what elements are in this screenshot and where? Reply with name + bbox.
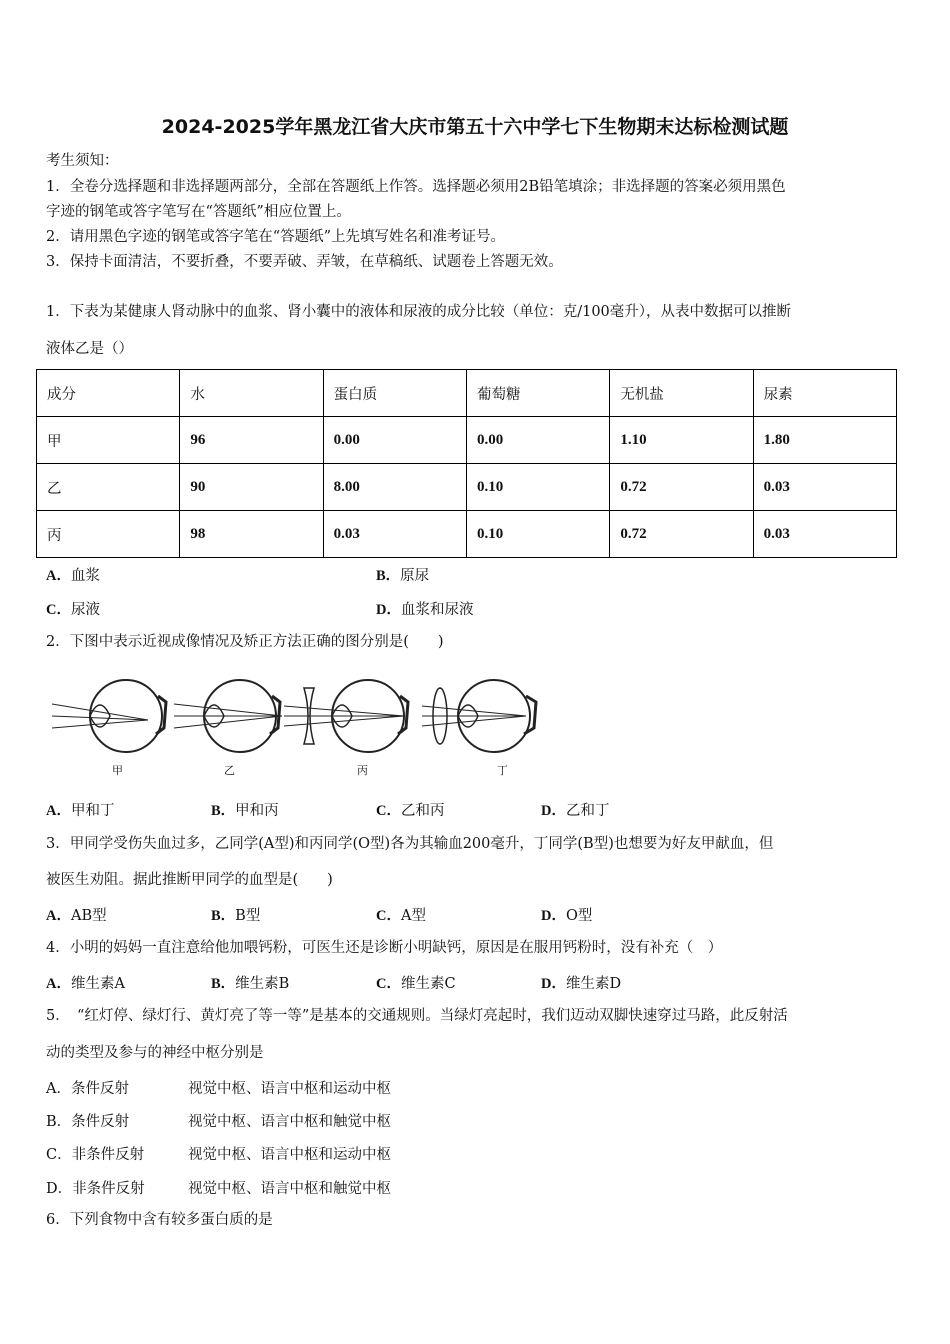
option-text: O型 [565, 908, 593, 924]
option-b-label: B．条件反射 [46, 1114, 130, 1130]
option-text: B型 [235, 908, 261, 924]
question-6-stem: 6．下列食物中含有较多蛋白质的是 [46, 1212, 273, 1228]
option-a [46, 972, 125, 993]
option-b [376, 564, 429, 585]
notice-line: 1．全卷分选择题和非选择题两部分，全部在答题纸上作答。选择题必须用2B铅笔填涂；非选择题的答案必须用黑色 [46, 179, 786, 195]
option-b [211, 972, 289, 993]
question-4-stem: 4．小明的妈妈一直注意给他加喂钙粉，可医生还是诊断小明缺钙，原因是在服用钙粉时，没有补充（ ） [46, 940, 723, 956]
option-text: 乙和丙 [400, 803, 445, 819]
table-cell: 1.10 [610, 417, 753, 464]
table-cell: 0.72 [610, 464, 753, 511]
table-cell: 0.03 [753, 511, 896, 558]
option-d-text: 视觉中枢、语言中枢和触觉中枢 [188, 1181, 391, 1197]
option-c-label: C．非条件反射 [46, 1147, 145, 1163]
option-d [541, 799, 609, 820]
eye-diagram-jia [52, 680, 166, 752]
option-letter: B． [211, 976, 236, 992]
option-c [46, 598, 100, 619]
eye-diagram-yi [174, 680, 282, 752]
option-letter: C． [46, 602, 71, 618]
option-letter: D． [541, 908, 566, 924]
option-c-text: 视觉中枢、语言中枢和运动中枢 [188, 1147, 391, 1163]
option-a [46, 904, 107, 925]
table-row [37, 464, 897, 511]
table-cell: 0.72 [610, 511, 753, 558]
diagram-caption: 丙 [357, 764, 368, 777]
table-cell: 0.03 [753, 464, 896, 511]
option-letter: B． [211, 908, 236, 924]
option-b-text: 视觉中枢、语言中枢和触觉中枢 [188, 1114, 391, 1130]
composition-table [36, 369, 897, 558]
option-a-label: A．条件反射 [46, 1081, 129, 1097]
table-cell: 0.10 [466, 464, 609, 511]
notice-line: 2．请用黑色字迹的钢笔或答字笔在“答题纸”上先填写姓名和准考证号。 [46, 229, 506, 245]
option-letter: B． [376, 568, 401, 584]
option-d-label: D．非条件反射 [46, 1181, 145, 1197]
table-row [37, 511, 897, 558]
option-letter: C． [376, 908, 401, 924]
question-5-stem: 5． “红灯停、绿灯行、黄灯亮了等一等”是基本的交通规则。当绿灯亮起时，我们迈动双脚快速穿过马路，此反射活 [46, 1008, 788, 1024]
option-a [46, 564, 100, 585]
option-letter: C． [376, 803, 401, 819]
table-cell: 90 [180, 464, 323, 511]
option-text: 甲和丙 [235, 803, 279, 819]
table-cell: 0.10 [466, 511, 609, 558]
table-cell: 98 [180, 511, 323, 558]
table-cell: 甲 [37, 417, 180, 464]
option-text: 血浆和尿液 [400, 602, 474, 618]
eye-diagram-bing [284, 680, 408, 752]
option-text: AB型 [70, 908, 107, 924]
table-header-cell: 无机盐 [610, 370, 753, 417]
option-letter: D． [376, 602, 401, 618]
notice-heading: 考生须知： [46, 153, 119, 169]
option-b [211, 904, 260, 925]
option-text: 维生素A [70, 976, 125, 992]
table-cell: 0.00 [466, 417, 609, 464]
option-letter: A． [46, 908, 71, 924]
option-text: 甲和丁 [70, 803, 115, 819]
table-header-cell: 成分 [37, 370, 180, 417]
option-text: 乙和丁 [565, 803, 610, 819]
option-c [376, 904, 426, 925]
option-letter: D． [541, 803, 566, 819]
option-c [376, 799, 444, 820]
eye-diagram-ding [422, 680, 536, 752]
diagram-caption: 甲 [112, 764, 123, 777]
page-title: 2024-2025学年黑龙江省大庆市第五十六中学七下生物期末达标检测试题 [161, 116, 789, 138]
diagram-caption: 丁 [497, 764, 508, 777]
option-text: 维生素C [400, 976, 456, 992]
table-header-cell: 蛋白质 [323, 370, 466, 417]
question-3-stem-cont: 被医生劝阻。据此推断甲同学的血型是( ) [46, 872, 333, 888]
option-text: 尿液 [70, 602, 100, 618]
option-text: A型 [400, 908, 426, 924]
option-letter: B． [211, 803, 236, 819]
table-cell: 丙 [37, 511, 180, 558]
table-header-row [37, 370, 897, 417]
notice-line: 字迹的钢笔或答字笔写在“答题纸”相应位置上。 [46, 204, 351, 220]
table-cell: 1.80 [753, 417, 896, 464]
table-cell: 0.03 [323, 511, 466, 558]
option-a [46, 799, 114, 820]
option-letter: A． [46, 976, 71, 992]
option-d [376, 598, 473, 619]
option-text: 维生素B [235, 976, 290, 992]
option-text: 原尿 [400, 568, 430, 584]
table-header-cell: 尿素 [753, 370, 896, 417]
option-letter: C． [376, 976, 401, 992]
option-b [211, 799, 279, 820]
table-cell: 0.00 [323, 417, 466, 464]
option-text: 血浆 [70, 568, 100, 584]
option-text: 维生素D [565, 976, 622, 992]
question-2-stem: 2．下图中表示近视成像情况及矫正方法正确的图分别是( ) [46, 634, 444, 650]
option-d [541, 904, 592, 925]
option-a-text: 视觉中枢、语言中枢和运动中枢 [188, 1081, 391, 1097]
diagram-caption: 乙 [224, 764, 235, 777]
option-letter: A． [46, 803, 71, 819]
table-header-cell: 水 [180, 370, 323, 417]
table-header-cell: 葡萄糖 [466, 370, 609, 417]
question-5-stem-cont: 动的类型及参与的神经中枢分别是 [46, 1045, 264, 1061]
option-d [541, 972, 621, 993]
notice-line: 3．保持卡面清洁，不要折叠，不要弄破、弄皱，在草稿纸、试题卷上答题无效。 [46, 254, 563, 270]
question-1-stem: 1．下表为某健康人肾动脉中的血浆、肾小囊中的液体和尿液的成分比较（单位：克/100毫升），从表中数据可以推断 [46, 304, 792, 320]
question-3-stem: 3．甲同学受伤失血过多，乙同学(A型)和丙同学(O型)各为其输血200毫升，丁同学(B型)也想要为好友甲献血，但 [46, 836, 774, 852]
option-c [376, 972, 456, 993]
table-cell: 8.00 [323, 464, 466, 511]
question-1-stem-cont: 液体乙是（） [46, 341, 133, 357]
table-cell: 96 [180, 417, 323, 464]
table-cell: 乙 [37, 464, 180, 511]
table-row [37, 417, 897, 464]
option-letter: A． [46, 568, 71, 584]
option-letter: D． [541, 976, 566, 992]
eye-diagrams [48, 676, 568, 791]
